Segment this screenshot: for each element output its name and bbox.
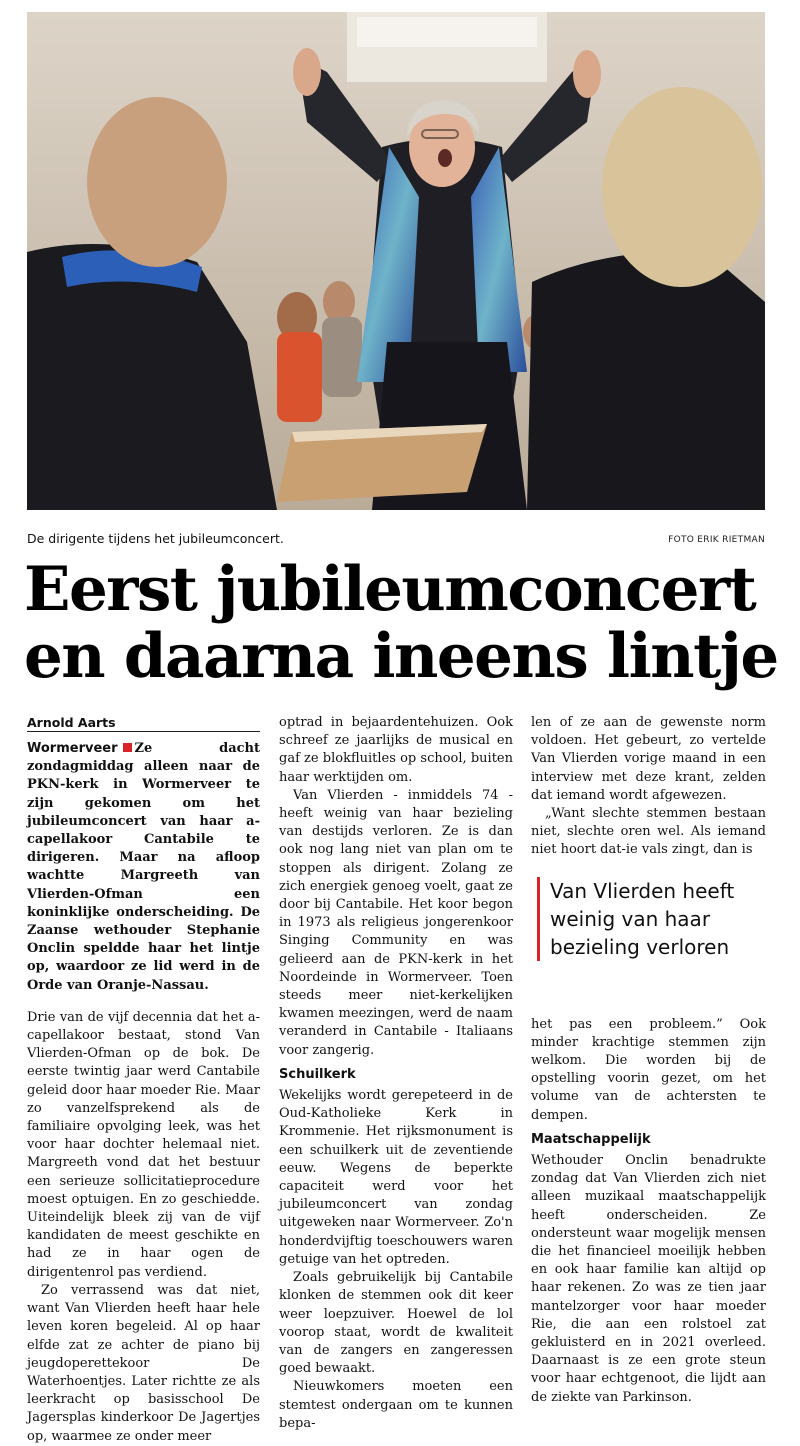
paragraph: optrad in bejaardentehuizen. Ook schreef ze jaarlijks de musical en gaf ze blokfluitles op school, buiten haar werktijden om. — [279, 715, 513, 785]
article-column-3 — [531, 714, 766, 1407]
photo-credit: FOTO ERIK RIETMAN — [668, 535, 765, 545]
conductor-photo — [27, 12, 765, 510]
lead-text: Ze dacht zondagmiddag alleen naar de PKN-kerk in Wormerveer te zijn gekomen om het jubileumconcert van haar a-capellakoor Cantabile te dirigeren. Maar na afloop wachtte Margreeth van Vlierden-Ofman een koninklijke onderscheiding. De Zaanse wethouder Stephanie Onclin speldde haar het lintje op, waardoor ze lid werd in de Orde van Oranje-Nassau. — [27, 741, 260, 993]
paragraph: Wekelijks wordt gerepeteerd in de Oud-Katholieke Kerk in Krommenie. Het rijksmonument is een schuilkerk uit de zeventiende eeuw. Wegens de beperkte capaciteit werd voor het jubileumconcert van zondag uitgeweken naar Wormerveer. Zo'n honderdvijftig toeschouwers waren getuige van het optreden. — [279, 1088, 513, 1267]
subheading-maatschappelijk: Maatschappelijk — [531, 1131, 651, 1147]
paragraph: Wethouder Onclin benadrukte zondag dat Van Vlierden zich niet alleen muzikaal maatschappelijk heeft onderscheiden. Ze ondersteunt waar mogelijk mensen die het financieel moeilijk hebben en ook haar familie kan altijd op haar rekenen. Zo was ze tien jaar mantelzorger voor haar moeder Rie, die aan een rolstoel zat gekluisterd en in 2021 overleed. Daarnaast is ze een grote steun voor haar echtgenoot, die lijdt aan de ziekte van Parkinson. — [531, 1153, 766, 1405]
headline — [24, 556, 784, 690]
red-square-icon — [123, 743, 132, 752]
article-column-1 — [27, 714, 260, 1446]
paragraph: het pas een probleem.” Ook minder krachtige stemmen zijn welkom. Die worden bij de opstelling voorin gezet, om het volume van de achtersten te dempen. — [531, 1016, 766, 1123]
paragraph: Van Vlierden - inmiddels 74 - heeft weinig van haar bezieling van destijds verloren. Ze is dan ook nog lang niet van plan om te stoppen als dirigent. Zolang ze zich energiek genoeg voelt, gaat ze door bij Cantabile. Het koor begon in 1973 als religieus jongerenkoor Singing Community en was gelieerd aan de PKN-kerk in het Noordeinde in Wormerveer. Toen steeds meer niet-kerkelijken kwamen meezingen, werd de naam veranderd in Cantabile - Italiaans voor zangerig. — [279, 787, 513, 1058]
paragraph: Zo verrassend was dat niet, want Van Vlierden heeft haar hele leven koren begeleid. Al op haar elfde zat ze achter de piano bij jeugdoperettekoor De Waterhoentjes. Later richtte ze als leerkracht op basisschool De Jagersplas kinderkoor De Jagertjes op, waarmee ze onder meer — [27, 1282, 260, 1444]
headline-line-2: en daarna ineens lintje — [24, 621, 778, 692]
paragraph: Zoals gebruikelijk bij Cantabile klonken de stemmen ook dit keer weer loepzuiver. Hoewel de lol voorop staat, wordt de kwaliteit van de zangers en zangeressen goed bewaakt. — [279, 1270, 513, 1377]
dateline: Wormerveer — [27, 741, 118, 756]
lead-paragraph — [27, 740, 260, 995]
pull-quote: Van Vlierden heeft weinig van haar bezieling verloren — [537, 877, 782, 961]
byline: Arnold Aarts — [27, 714, 260, 732]
subheading-schuilkerk: Schuilkerk — [279, 1066, 356, 1082]
paragraph: Nieuwkomers moeten een stemtest ondergaan om te kunnen bepa- — [279, 1379, 513, 1431]
paragraph: Drie van de vijf decennia dat het a-capellakoor bestaat, stond Van Vlierden-Ofman op de bok. De eerste twintig jaar werd Cantabile geleid door haar moeder Rie. Maar zo vanzelfsprekend als de familiaire opvolging leek, was het voor haar dochter helemaal niet. Margreeth vond dat het bestuur een serieuze sollicitatieprocedure moest optuigen. En zo geschiedde. Uiteindelijk bleek zij van de vijf kandidaten de meest geschikte en had ze in haar ogen de dirigentenrol pas verdiend. — [27, 1009, 260, 1280]
headline-line-1: Eerst jubileumconcert — [24, 554, 756, 625]
photo-illustration — [27, 12, 765, 510]
paragraph: len of ze aan de gewenste norm voldoen. Het gebeurt, zo vertelde Van Vlierden vorige maand in een interview met deze krant, zelden dat iemand wordt afgewezen. — [531, 715, 766, 803]
paragraph: „Want slechte stemmen bestaan niet, slechte oren wel. Als iemand niet hoort dat-ie vals zingt, dan is — [531, 806, 766, 858]
photo-caption: De dirigente tijdens het jubileumconcert. — [27, 531, 284, 546]
article-column-2 — [279, 714, 513, 1433]
